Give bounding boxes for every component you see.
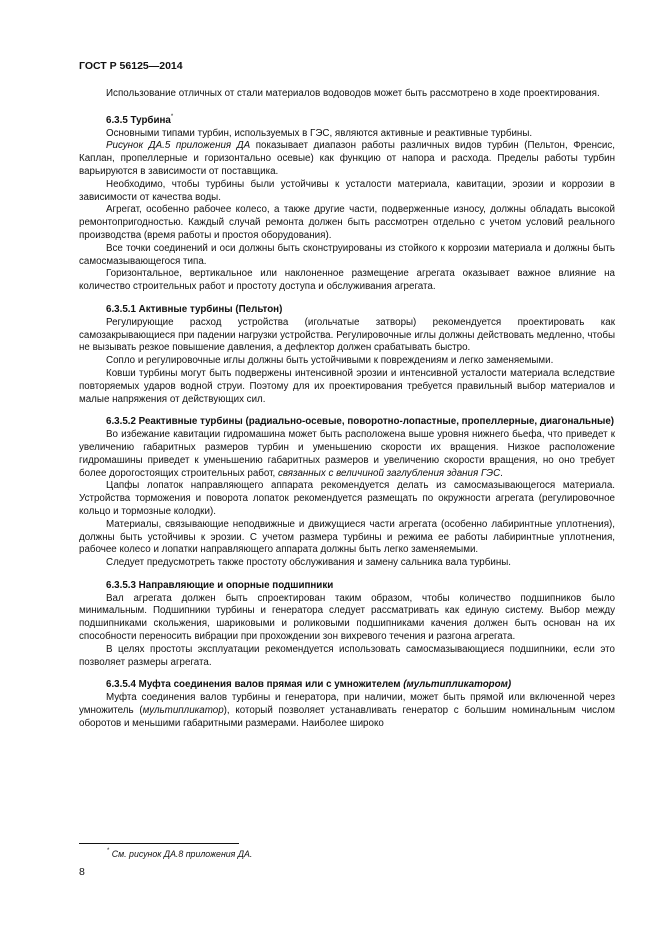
- section-6-3-5-4-title: 6.3.5.4 Муфта соединения валов прямая или с умножителем: [106, 679, 404, 691]
- s6352-paragraph-1-italic: связанных с величиной заглубления здания ГЭС: [277, 467, 501, 479]
- section-6-3-5-title: 6.3.5 Турбина: [106, 114, 171, 126]
- s6352-paragraph-1-end: .: [500, 467, 503, 479]
- footnote-marker: *: [107, 848, 110, 854]
- page-number: 8: [79, 866, 85, 878]
- footnote-reference: *: [170, 113, 174, 120]
- intro-paragraph: Использование отличных от стали материалов водоводов может быть рассмотрено в ходе проектирования.: [106, 88, 600, 99]
- s6352-paragraph-3: Материалы, связывающие неподвижные и движущиеся части агрегата (особенно лабиринтные уплотнения), должны быть устойчивы к эрозии. С учетом размера турбины и режима ее работы лабиринтные уплотнения, рабочее колесо и лопатки направляющего аппарата должны быть легко заменяемыми.: [79, 518, 615, 556]
- s6351-paragraph-1: Регулирующие расход устройства (игольчатые затворы) рекомендуется проектировать как самозакрывающиеся при падении нагрузки устройства. Регулировочные иглы должны действовать медленно, чтобы не вызывать резкое повышение давления, а дефлектор должен срабатывать быстро.: [79, 316, 615, 354]
- footnote-divider: [79, 843, 239, 844]
- s6353-paragraph-1: Вал агрегата должен быть спроектирован таким образом, чтобы количество подшипников было минимальным. Подшипники турбины и генератора следует рассматривать как единую систему. Выбор между подшипниками скольжения, шариковыми и роликовыми подшипниками качения должен быть основан на их способности переносить вибрации при прохождении зон вихревого течения и разгона агрегата.: [79, 592, 615, 643]
- s6351-paragraph-3: Ковши турбины могут быть подвержены интенсивной эрозии и интенсивной усталости материала вследствие повторяемых ударов водной струи. Поэтому для их проектирования требуется правильный выбор материалов и малые напряжения от действующих сил.: [79, 367, 615, 405]
- s6352-paragraph-2: Цапфы лопаток направляющего аппарата рекомендуется делать из самосмазывающегося материала. Устройства торможения и поворота лопаток рекомендуется размещать по окружности агрегата (регулировочное кольцо и тормозные колодки).: [79, 480, 615, 517]
- section-6-3-5-heading: [79, 111, 615, 128]
- s6352-paragraph-1-text: Во избежание кавитации гидромашина может быть расположена выше уровня нижнего бьефа, что приведет к увеличению габаритных размеров турбин и уменьшению скорости их вращения. Низкое расположение гидромашины приведет к уменьшению габаритных размеров и увеличению скорости вращения, но оно требует более дорогостоящих строительных работ,: [79, 429, 615, 479]
- footnote: [107, 848, 252, 859]
- s635-paragraph-4: Агрегат, особенно рабочее колесо, а также другие части, подверженные износу, должны обладать высокой ремонтопригодностью. Каждый случай ремонта должен быть рассмотрен отдельно с учетом условий реального производства (время работы и простоя оборудования).: [79, 204, 615, 241]
- s635-paragraph-5: Все точки соединений и оси должны быть сконструированы из стойкого к коррозии материала и должны быть самосмазывающегося типа.: [79, 242, 615, 267]
- figure-reference: Рисунок ДА.5 приложения ДА: [106, 140, 251, 152]
- section-6-3-5-4-title-italic: (мультипликатором): [403, 679, 512, 691]
- section-6-3-5-1-heading: 6.3.5.1 Активные турбины (Пельтон): [106, 303, 283, 315]
- document-code-header: ГОСТ Р 56125—2014: [79, 60, 183, 72]
- s6354-paragraph-1-italic: мультипликатор: [142, 705, 224, 717]
- section-6-3-5-3-heading: 6.3.5.3 Направляющие и опорные подшипники: [106, 579, 334, 591]
- section-6-3-5-4-heading: [79, 679, 615, 692]
- page-body: [79, 60, 615, 731]
- s6354-paragraph-1-text: Муфта соединения валов турбины и генератора, при наличии, может быть прямой или включенной через умножитель (: [79, 692, 615, 717]
- s6354-paragraph-1-rest: ), который позволяет устанавливать генератор с большим номинальным числом оборотов и меньшими габаритными размерами. Наиболее широко: [79, 705, 615, 729]
- s6352-paragraph-1: [79, 429, 615, 480]
- s635-paragraph-3: Необходимо, чтобы турбины были устойчивы к усталости материала, кавитации, эрозии и коррозии в зависимости от качества воды.: [79, 178, 615, 203]
- s6353-paragraph-2: В целях простоты эксплуатации рекомендуется использовать самосмазывающиеся подшипники, если это позволяет размеры агрегата.: [79, 643, 615, 668]
- s635-paragraph-6: Горизонтальное, вертикальное или наклоненное размещение агрегата оказывает важное влияние на количество строительных работ и простоту доступа и обслуживания агрегата.: [79, 268, 615, 293]
- s6354-paragraph-1: [79, 692, 615, 730]
- s6351-paragraph-2: Сопло и регулировочные иглы должны быть устойчивыми к повреждениям и легко заменяемыми.: [106, 355, 554, 367]
- section-6-3-5-2-heading: 6.3.5.2 Реактивные турбины (радиально-осевые, поворотно-лопастные, пропеллерные, диагональные): [106, 416, 615, 428]
- footnote-text: См. рисунок ДА.8 приложения ДА.: [109, 849, 253, 859]
- s635-paragraph-1: Основными типами турбин, используемых в ГЭС, являются активные и реактивные турбины.: [106, 127, 533, 139]
- s635-paragraph-2: [79, 140, 615, 178]
- s635-paragraph-2-text: показывает диапазон работы различных видов турбин (Пельтон, Френсис, Каплан, пропеллерные и горизонтально осевые) как функцию от напора и расхода. Пределы работы турбин варьируются в зависимости от поставщика.: [79, 140, 615, 177]
- s6352-paragraph-4: Следует предусмотреть также простоту обслуживания и замену сальника вала турбины.: [106, 557, 512, 569]
